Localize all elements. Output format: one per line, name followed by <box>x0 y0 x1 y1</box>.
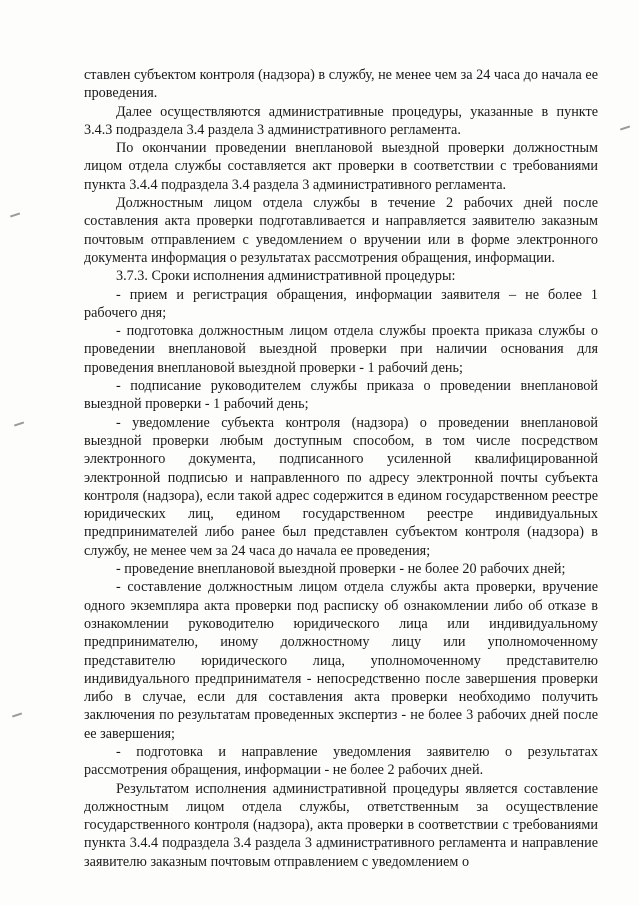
scan-mark <box>620 126 624 140</box>
paragraph-inspection-act: По окончании проведении внеплановой выездной проверки должностным лицом отдела службы составляется акт проверки в соответствии с требованиями пункта 3.4.4 подраздела 3.4 раздела 3 административного регламента. <box>84 140 598 193</box>
paragraph-continuation: ставлен субъектом контроля (надзора) в службу, не менее чем за 24 часа до начала ее проведения. <box>84 67 598 102</box>
list-item-compose-act: - составление должностным лицом отдела службы акта проверки, вручение одного экземпляра акта проверки под расписку об ознакомлении либо об отказе в ознакомлении руководителю юридического лица или индивидуальному предпринимателю, иному должностному лицу или уполномоченному представителю юридического лица, уполномоченному представителю индивидуального предпринимателя - непосредственно после завершения проверки либо в случае, если для составления акта проверки необходимо получить заключения по результатам проведенных экспертиз - не более 3 рабочих дней после ее завершения; <box>84 579 598 742</box>
scan-mark <box>12 713 24 717</box>
list-item-sign-order: - подписание руководителем службы приказа о проведении внеплановой выездной проверки - 1 рабочий день; <box>84 378 598 413</box>
paragraph-section-heading: 3.7.3. Сроки исполнения административной процедуры: <box>116 268 456 285</box>
list-item-notify-applicant: - подготовка и направление уведомления заявителю о результатах рассмотрения обращения, информации - не более 2 рабочих дней. <box>84 743 598 779</box>
scan-mark <box>10 213 22 217</box>
list-item-notify-subject: - уведомление субъекта контроля (надзора) о проведении внеплановой выездной проверки любым доступным способом, в том числе посредством электронного документа, подписанного усиленной квалифицированной электронной подписью и направленного по адресу электронной почты субъекта контроля (надзора), если такой адрес содержится в едином государственном реестре юридических лиц, едином государственном реестре индивидуальных предпринимателей либо ранее был представлен субъектом контроля (надзора) в службу, не менее чем за 24 часа до начала ее проведения; <box>84 414 598 559</box>
paragraph-admin-procedures: Далее осуществляются административные процедуры, указанные в пункте 3.4.3 подраздела 3.4 раздела 3 административного регламента. <box>84 103 598 138</box>
paragraph-result: Результатом исполнения административной процедуры является составление должностным лицом отдела службы, ответственным за осуществление государственного контроля (надзора), акта проверки в соответствии с требованиями пункта 3.4.4 подраздела 3.4 раздела 3 административного регламента и направление заявителю заказным почтовым отправлением с уведомлением о <box>84 780 598 870</box>
scan-mark <box>14 422 26 426</box>
list-item-conduct-inspection: - проведение внеплановой выездной проверки - не более 20 рабочих дней; <box>116 561 566 578</box>
list-item-draft-order: - подготовка должностным лицом отдела службы проекта приказа службы о проведении внеплановой выездной проверки при наличии основания для проведения внеплановой выездной проверки - 1 рабочий день; <box>84 323 598 376</box>
paragraph-notification: Должностным лицом отдела службы в течение 2 рабочих дней после составления акта проверки подготавливается и направляется заявителю заказным почтовым отправлением с уведомлением о вручении или в форме электронного документа информация о результатах рассмотрения обращения, информации. <box>84 195 598 266</box>
list-item-reception: - прием и регистрация обращения, информации заявителя – не более 1 рабочего дня; <box>84 286 598 321</box>
document-body <box>84 66 598 871</box>
